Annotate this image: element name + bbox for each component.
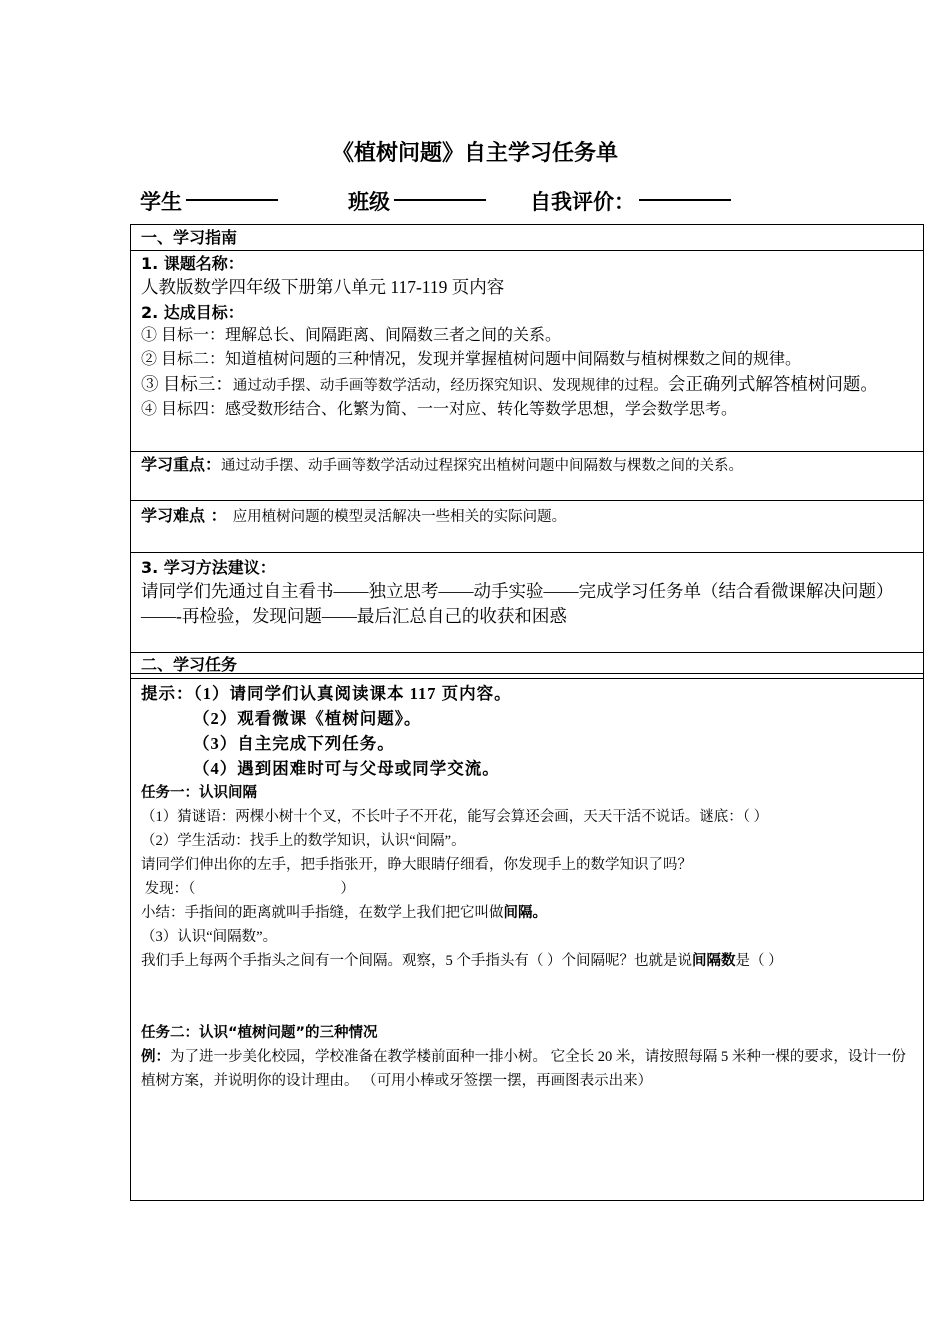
hint-1: （1）请同学们认真阅读课本 117 页内容。 bbox=[193, 684, 512, 703]
example-label: 例： bbox=[141, 1049, 170, 1065]
topic-text: 人教版数学四年级下册第八单元 117-119 页内容 bbox=[141, 277, 505, 297]
method-cell bbox=[131, 553, 923, 653]
page-title: 《植树问题》自主学习任务单 bbox=[331, 141, 618, 166]
difficulty-label: 学习难点 ： bbox=[141, 506, 227, 525]
goal-3 bbox=[141, 372, 913, 398]
self-eval-blank[interactable] bbox=[639, 199, 731, 201]
class-blank[interactable] bbox=[394, 199, 486, 201]
student-label: 学生 bbox=[140, 190, 182, 214]
task1-instruction: 请同学们伸出你的左手，把手指张开，睁大眼睛仔细看，你发现手上的数学知识了吗？ bbox=[141, 857, 692, 873]
goals-label: 2. 达成目标： bbox=[141, 303, 244, 322]
class-label: 班级 bbox=[348, 190, 390, 214]
hint-3: （3）自主完成下列任务。 bbox=[193, 734, 395, 753]
task1-summary-term: 间隔。 bbox=[503, 905, 547, 921]
difficulty-text: 应用植树问题的模型灵活解决一些相关的实际问题。 bbox=[232, 509, 567, 525]
goal-3-text: 通过动手摆、动手画等数学活动，经历探究知识、发现规律的过程。 bbox=[232, 378, 668, 394]
hint-4: （4）遇到困难时可与父母或同学交流。 bbox=[193, 759, 500, 778]
student-blank[interactable] bbox=[186, 199, 278, 201]
goal-3-text-end: 会正确列式解答植树问题。 bbox=[667, 374, 878, 394]
task1-discovery: 发现：（ ） bbox=[141, 881, 355, 897]
student-info-row bbox=[140, 186, 920, 216]
hint-line-1 bbox=[141, 681, 913, 706]
student-field[interactable] bbox=[140, 186, 278, 216]
method-text: 请同学们先通过自主看书——独立思考——动手实验——完成学习任务单（结合看微课解决问题）——-再检验，发现问题——最后汇总自己的收获和困惑 bbox=[141, 581, 894, 626]
self-eval-label: 自我评价： bbox=[530, 190, 635, 214]
focus-cell bbox=[131, 451, 923, 501]
task1-observation bbox=[141, 949, 913, 973]
task1-interval-count: （3）认识“间隔数”。 bbox=[141, 929, 278, 945]
goal-1: ① 目标一：理解总长、间隔距离、间隔数三者之间的关系。 bbox=[141, 327, 562, 344]
task1-observation-term: 间隔数 bbox=[692, 953, 736, 969]
task-table bbox=[130, 224, 924, 1201]
method-label: 3. 学习方法建议： bbox=[141, 558, 276, 577]
section2-header: 二、学习任务 bbox=[131, 653, 923, 679]
task1-activity: （2）学生活动：找手上的数学知识，认识“间隔”。 bbox=[141, 833, 466, 849]
task1-summary-text: 小结：手指间的距离就叫手指缝，在数学上我们把它叫做 bbox=[141, 905, 504, 921]
task1-title: 任务一：认识间隔 bbox=[141, 785, 257, 801]
task2-title: 任务二：认识“植树问题”的三种情况 bbox=[141, 1025, 378, 1041]
focus-label: 学习重点： bbox=[141, 455, 222, 474]
tasks-cell bbox=[131, 679, 923, 1200]
goal-3-label: ③ 目标三： bbox=[141, 374, 233, 394]
task1-riddle: （1）猜谜语：两棵小树十个叉，不长叶子不开花，能写会算还会画，天天干活不说话。谜底：（ ） bbox=[141, 809, 769, 825]
class-field[interactable] bbox=[348, 186, 486, 216]
difficulty-cell bbox=[131, 501, 923, 553]
hint-2: （2）观看微课《植树问题》。 bbox=[193, 709, 422, 728]
focus-text: 通过动手摆、动手画等数学活动过程探究出植树问题中间隔数与棵数之间的关系。 bbox=[221, 458, 744, 474]
goal-4: ④ 目标四：感受数形结合、化繁为简、一一对应、转化等数学思想，学会数学思考。 bbox=[141, 401, 738, 418]
goal-2: ② 目标二：知道植树问题的三种情况，发现并掌握植树问题中间隔数与植树棵数之间的规律。 bbox=[141, 351, 802, 368]
task1-summary bbox=[141, 901, 913, 925]
section1-header: 一、学习指南 bbox=[131, 225, 923, 251]
example-text: 为了进一步美化校园，学校准备在教学楼前面种一排小树。 它全长 20 米，请按照每隔 5 米种一棵的要求，设计一份植树方案，并说明你的设计理由。 （可用小棒或牙签摆一摆，再画图表示出来） bbox=[141, 1049, 906, 1089]
hint-label: 提示： bbox=[141, 684, 194, 703]
task1-observation-end: 是（ ） bbox=[735, 953, 783, 969]
task2-example bbox=[141, 1045, 913, 1093]
topic-label: 1. 课题名称： bbox=[141, 254, 244, 273]
self-eval-field[interactable] bbox=[530, 186, 731, 216]
task1-observation-text: 我们手上每两个手指头之间有一个间隔。观察，5 个手指头有（ ）个间隔呢？也就是说 bbox=[141, 953, 692, 969]
